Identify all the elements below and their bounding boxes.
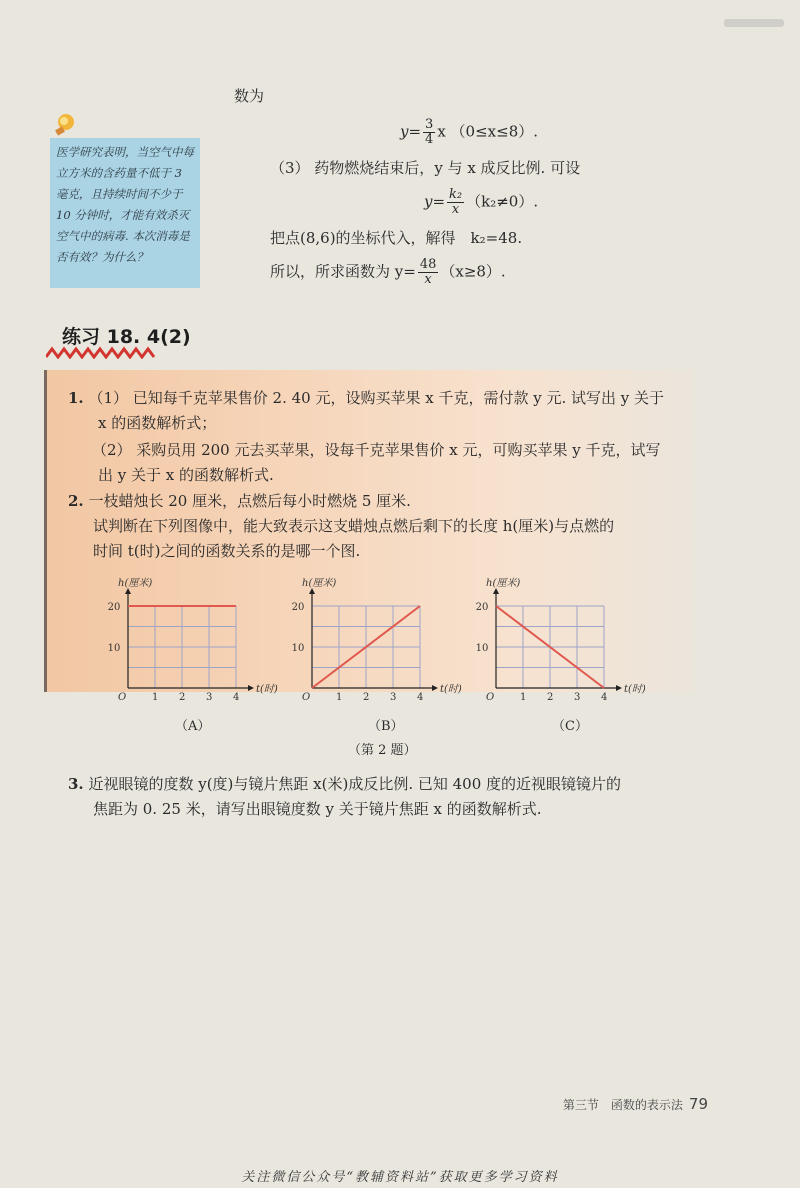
eq1-numerator: 3 xyxy=(425,117,434,132)
question-3 xyxy=(68,772,621,796)
chart-b-caption: （B） xyxy=(368,719,404,734)
question-3-number: 3. xyxy=(68,775,84,793)
question-2-number: 2. xyxy=(68,492,84,510)
x-axis-arrow xyxy=(616,685,622,691)
result-right: （x≥8）. xyxy=(440,262,506,281)
page-smudge xyxy=(724,16,784,30)
chart-a xyxy=(108,576,286,722)
x-axis-arrow xyxy=(248,685,254,691)
question-3-line-1: 近视眼镜的度数 y(度)与镜片焦距 x(米)成反比例. 已知 400 度的近视眼镜镜片的 xyxy=(88,775,622,793)
y-tick-label: 20 xyxy=(107,602,121,613)
eq1-fraction xyxy=(423,118,435,147)
x-axis-label: t(时) xyxy=(624,684,646,695)
eq1-left: y= xyxy=(400,122,422,141)
question-2-line-1: 一枝蜡烛长 20 厘米，点燃后每小时燃烧 5 厘米. xyxy=(88,492,411,510)
question-1-part-2-cont: 出 y 关于 x 的函数解析式. xyxy=(98,466,274,484)
question-2 xyxy=(68,489,411,513)
eq2-right: （k₂≠0）. xyxy=(466,192,539,211)
y-tick-label: 20 xyxy=(475,602,489,613)
result-denominator: x xyxy=(424,272,432,287)
page-number: 79 xyxy=(688,1095,708,1113)
page-footer xyxy=(563,1095,708,1113)
equation-y-k2-x xyxy=(424,188,538,217)
y-tick-label: 10 xyxy=(107,643,121,654)
y-axis-label: h(厘米) xyxy=(118,578,153,589)
x-tick-label: 3 xyxy=(390,692,397,703)
exercise-title: 练习 18. 4(2) xyxy=(62,326,191,348)
x-tick-label: 4 xyxy=(601,692,608,703)
substitution-line: 把点(8,6)的坐标代入，解得 k₂=48. xyxy=(270,229,523,247)
x-axis-label: t(时) xyxy=(440,684,462,695)
origin-label: O xyxy=(302,692,311,703)
eq2-fraction xyxy=(447,188,464,217)
x-tick-label: 4 xyxy=(417,692,424,703)
x-tick-label: 2 xyxy=(179,692,186,703)
question-1-part-2: （2） 采购员用 200 元去买苹果，设每千克苹果售价 x 元，可购买苹果 y 千克，试写 xyxy=(92,441,661,459)
watermark-text: 关注微信公众号“教辅资料站”获取更多学习资料 xyxy=(241,1170,559,1185)
origin-label: O xyxy=(118,692,127,703)
eq1-right: x （0≤x≤8）. xyxy=(437,122,539,141)
side-note: 医学研究表明，当空气中每立方米的含药量不低于 3 毫克，且持续时间不少于 10 分钟时，才能有效杀灭空气中的病毒. 本次消毒是否有效？为什么？ xyxy=(50,138,200,288)
equation-y-3-4-x xyxy=(400,118,538,147)
x-axis-label: t(时) xyxy=(256,684,278,695)
lightbulb-icon xyxy=(52,112,76,138)
eq2-numerator: k₂ xyxy=(449,187,463,202)
question-2-line-3: 时间 t(时)之间的函数关系的是哪一个图. xyxy=(93,542,361,560)
part-3-text: （3） 药物燃烧结束后，y 与 x 成反比例. 可设 xyxy=(270,159,581,177)
question-1-part-1-cont: x 的函数解析式； xyxy=(98,414,217,432)
text-line-continuation: 数为 xyxy=(234,87,265,105)
result-left: 所以，所求函数为 y= xyxy=(270,262,416,281)
x-tick-label: 1 xyxy=(152,692,159,703)
result-line xyxy=(270,258,506,287)
question-2-line-2: 试判断在下列图像中，能大致表示这支蜡烛点燃后剩下的长度 h(厘米)与点燃的 xyxy=(93,517,615,535)
y-tick-label: 10 xyxy=(291,643,305,654)
question-1-part-1: （1） 已知每千克苹果售价 2. 40 元，设购买苹果 x 千克，需付款 y 元. 试写出 y 关于 xyxy=(88,389,665,407)
y-axis-label: h(厘米) xyxy=(302,578,337,589)
y-axis-label: h(厘米) xyxy=(486,578,521,589)
figure-caption: （第 2 题） xyxy=(348,743,417,758)
chart-b xyxy=(292,576,470,722)
x-tick-label: 2 xyxy=(547,692,554,703)
title-zigzag-decoration xyxy=(46,345,156,359)
footer-section-title: 第三节 函数的表示法 xyxy=(562,1098,683,1112)
chart-c-caption: （C） xyxy=(552,719,588,734)
x-tick-label: 2 xyxy=(363,692,370,703)
eq2-left: y= xyxy=(424,192,446,211)
x-tick-label: 3 xyxy=(206,692,213,703)
x-tick-label: 1 xyxy=(520,692,527,703)
question-1 xyxy=(68,386,664,410)
x-tick-label: 1 xyxy=(336,692,343,703)
eq1-denominator: 4 xyxy=(425,132,434,147)
origin-label: O xyxy=(486,692,495,703)
x-tick-label: 3 xyxy=(574,692,581,703)
question-1-number: 1. xyxy=(68,389,84,407)
y-tick-label: 20 xyxy=(291,602,305,613)
eq2-denominator: x xyxy=(451,202,460,217)
y-tick-label: 10 xyxy=(475,643,489,654)
question-3-line-2: 焦距为 0. 25 米，请写出眼镜度数 y 关于镜片焦距 x 的函数解析式. xyxy=(93,800,542,818)
x-tick-label: 4 xyxy=(233,692,240,703)
x-axis-arrow xyxy=(432,685,438,691)
chart-c xyxy=(476,576,654,722)
result-fraction xyxy=(418,258,439,287)
chart-a-caption: （A） xyxy=(175,719,211,734)
result-numerator: 48 xyxy=(419,257,437,272)
